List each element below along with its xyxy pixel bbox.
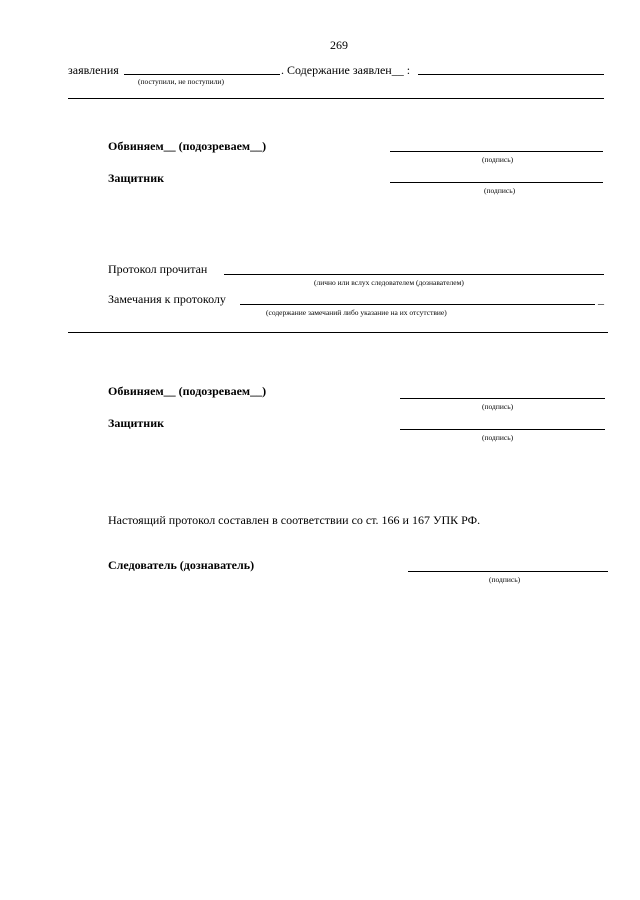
investigator-label: Следователь (дознаватель) <box>108 558 255 572</box>
defender-signature-caption-2: (подпись) <box>482 433 514 442</box>
accused-signature-line-2 <box>400 398 605 399</box>
statement-content-line <box>418 74 604 75</box>
remarks-caption: (содержание замечаний либо указание на их отсутствие) <box>266 308 447 317</box>
accused-signature-caption-2: (подпись) <box>482 402 514 411</box>
remarks-trailing: _ <box>598 292 604 306</box>
protocol-read-line <box>224 274 604 275</box>
protocol-read-label: Протокол прочитан <box>108 262 208 276</box>
accused-label-2: Обвиняем__ (подозреваем__) <box>108 384 267 398</box>
accused-label-1: Обвиняем__ (подозреваем__) <box>108 139 267 153</box>
remarks-full-line <box>68 332 608 333</box>
defender-signature-caption-1: (подпись) <box>484 186 516 195</box>
protocol-statement: Настоящий протокол составлен в соответствии со ст. 166 и 167 УПК РФ. <box>108 513 481 527</box>
statement-content-label: . Содержание заявлен__ : <box>281 63 411 77</box>
defender-label-1: Защитник <box>108 171 165 185</box>
statement-status-line <box>124 74 280 75</box>
defender-signature-line-2 <box>400 429 605 430</box>
statement-word: заявления <box>68 63 119 77</box>
remarks-line <box>240 304 595 305</box>
protocol-read-caption: (лично или вслух следователем (дознавателем) <box>314 278 464 287</box>
accused-signature-caption-1: (подпись) <box>482 155 514 164</box>
statement-full-line <box>68 98 604 99</box>
defender-signature-line-1 <box>390 182 603 183</box>
remarks-label: Замечания к протоколу <box>108 292 226 306</box>
defender-label-2: Защитник <box>108 416 165 430</box>
investigator-signature-line <box>408 571 608 572</box>
accused-signature-line-1 <box>390 151 603 152</box>
investigator-signature-caption: (подпись) <box>489 575 521 584</box>
statement-status-caption: (поступили, не поступили) <box>138 77 224 86</box>
page-number: 269 <box>330 38 348 52</box>
